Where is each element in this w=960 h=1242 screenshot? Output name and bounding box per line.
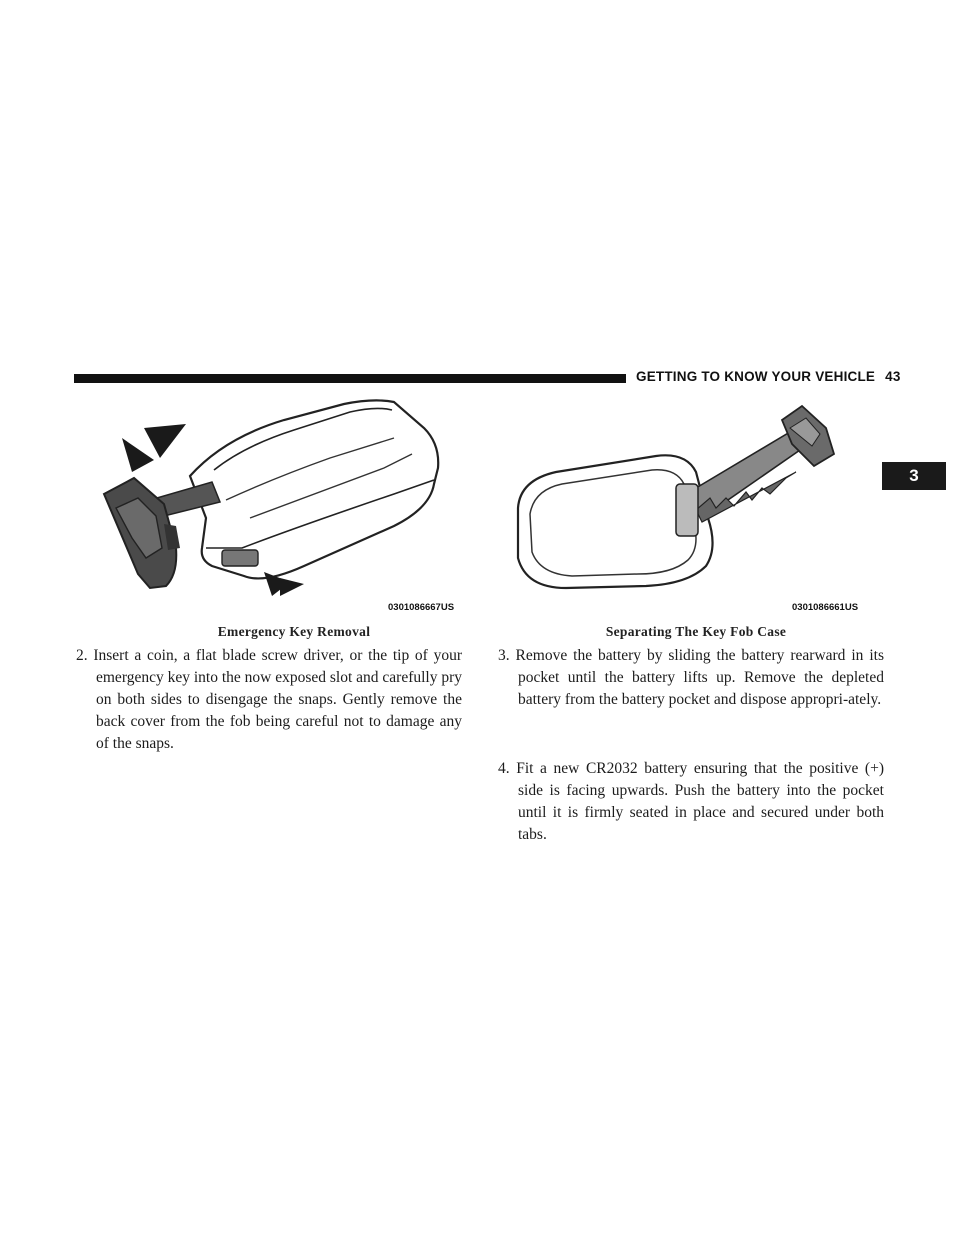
instruction-step bbox=[498, 645, 884, 711]
step-text: 3. Remove the battery by sliding the battery rearward in its pocket until the battery lifts up. Remove the depleted battery from the battery pocket and dispose appropri-ately. bbox=[498, 647, 884, 708]
step-text: 2. Insert a coin, a flat blade screw driver, or the tip of your emergency key into the now exposed slot and carefully pry on both sides to disengage the snaps. Gently remove the back cover from the fob being careful not to damage any of the snaps. bbox=[76, 647, 463, 752]
page-number: 43 bbox=[885, 369, 901, 384]
section-title: GETTING TO KNOW YOUR VEHICLE bbox=[636, 369, 876, 384]
chapter-tab: 3 bbox=[882, 462, 946, 490]
figure-caption: Separating The Key Fob Case bbox=[605, 624, 787, 639]
emergency-key-removal-illustration bbox=[94, 398, 494, 613]
direction-arrow-icon bbox=[122, 438, 154, 472]
separating-key-fob-case-illustration bbox=[496, 398, 896, 613]
header-rule bbox=[74, 374, 626, 383]
figure-code: 0301086661US bbox=[792, 602, 859, 613]
figure-caption: Emergency Key Removal bbox=[217, 624, 371, 639]
instruction-step bbox=[498, 758, 884, 846]
running-header bbox=[636, 369, 901, 384]
instruction-step bbox=[76, 645, 462, 755]
figure-code: 0301086667US bbox=[388, 602, 455, 613]
step-text: 4. Fit a new CR2032 battery ensuring that the positive (+) side is facing upwards. Push the battery into the pocket until it is firmly seated in place and secured under both tabs. bbox=[498, 760, 884, 843]
